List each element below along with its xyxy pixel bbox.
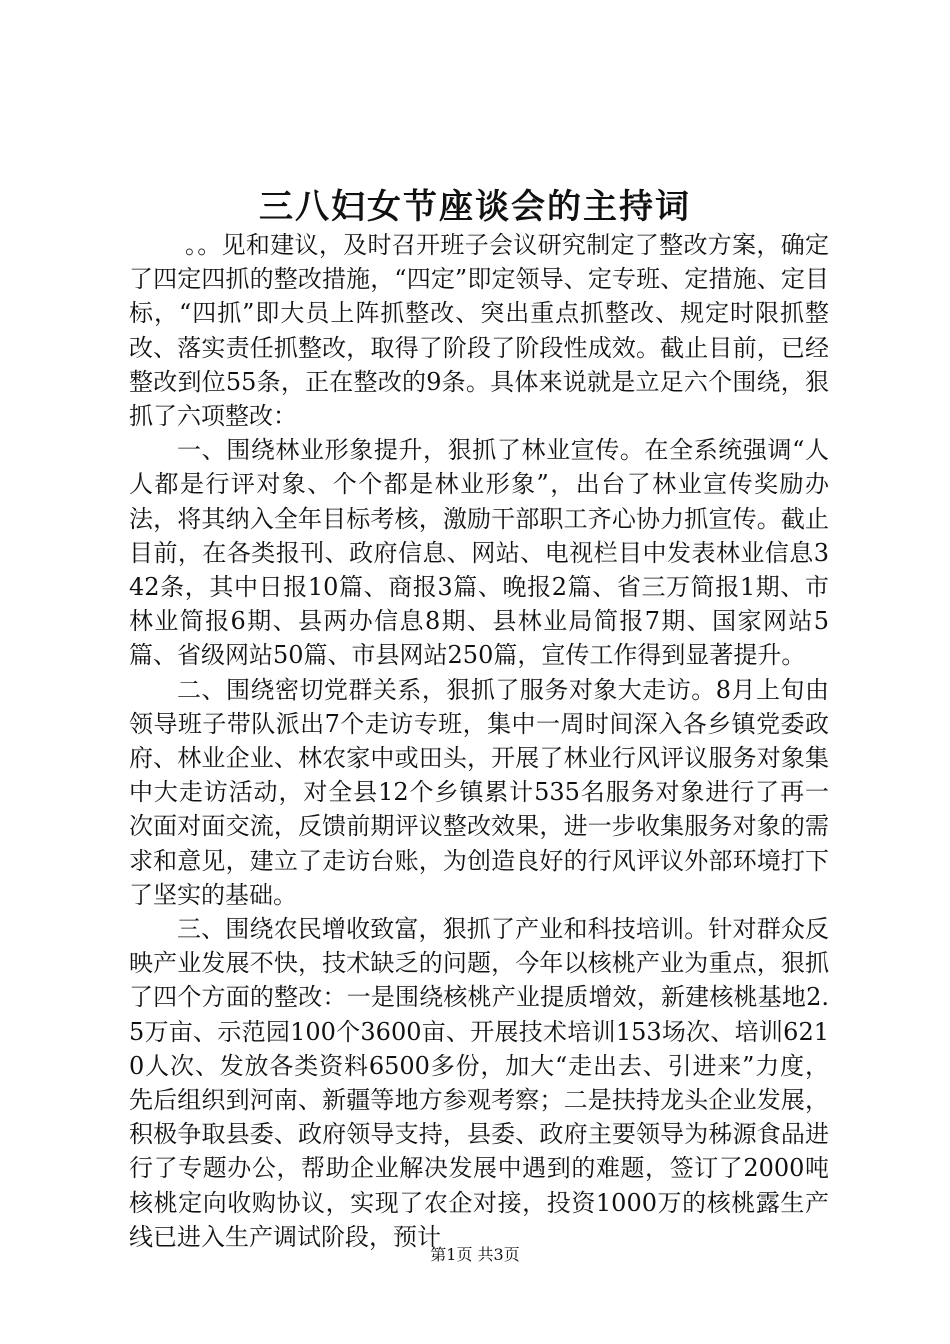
paragraph-intro: 。。见和建议，及时召开班子会议研究制定了整改方案，确定了四定四抓的整改措施，“四定”即定领导、定专班、定措施、定目标，“四抓”即大员上阵抓整改、突出重点抓整改、规定时限抓整改、落实责任抓整改，取得了阶段了阶段性成效。截止目前，已经整改到位55条，正在整改的9条。具体来说就是立足六个围绕，狠抓了六项整改：	[129, 231, 829, 431]
paragraph-industry-training: 三、围绕农民增收致富，狠抓了产业和科技培训。针对群众反映产业发展不快，技术缺乏的问题，今年以核桃产业为重点，狠抓了四个方面的整改：一是围绕核桃产业提质增效，新建核桃基地2.5万亩、示范园100个3600亩、开展技术培训153场次、培训6210人次、发放各类资料6500多份，加大“走出去、引进来”力度，先后组织到河南、新疆等地方参观考察；二是扶持龙头企业发展，积极争取县委、政府领导支持，县委、政府主要领导为秭源食品进行了专题办公，帮助企业解决发展中遇到的难题，签订了2000吨核桃定向收购协议，实现了农企对接，投资1000万的核桃露生产线已进入生产调试阶段，预计	[129, 915, 829, 1251]
paragraph-service-visits: 二、围绕密切党群关系，狠抓了服务对象大走访。8月上旬由领导班子带队派出7个走访专班，集中一周时间深入各乡镇党委政府、林业企业、林农家中或田头，开展了林业行风评议服务对象集中大走访活动，对全县12个乡镇累计535名服务对象进行了再一次面对面交流，反馈前期评议整改效果，进一步收集服务对象的需求和意见，建立了走访台账，为创造良好的行风评议外部环境打下了坚实的基础。	[129, 675, 829, 909]
paragraph-forestry-publicity: 一、围绕林业形象提升，狠抓了林业宣传。在全系统强调“人人都是行评对象、个个都是林业形象”，出台了林业宣传奖励办法，将其纳入全年目标考核，激励干部职工齐心协力抓宣传。截止目前，在各类报刊、政府信息、网站、电视栏目中发表林业信息342条，其中日报10篇、商报3篇、晚报2篇、省三万简报1期、市林业简报6期、县两办信息8期、县林业局简报7期、国家网站5篇、省级网站50篇、市县网站250篇，宣传工作得到显著提升。	[129, 436, 829, 670]
page-footer: 第1页 共3页	[430, 1245, 520, 1264]
page-title: 三八妇女节座谈会的主持词	[259, 187, 691, 227]
document-body	[129, 228, 829, 1254]
